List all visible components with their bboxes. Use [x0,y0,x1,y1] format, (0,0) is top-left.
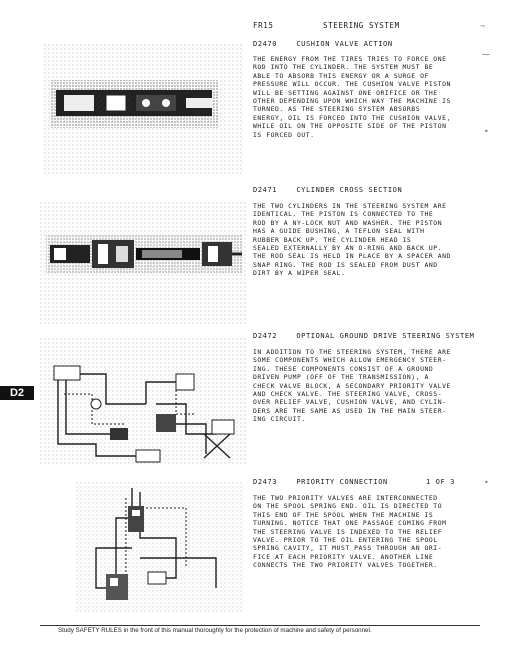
page-header-title: STEERING SYSTEM [323,21,400,30]
section-tab: D2 [0,386,34,400]
section-title-d2470: D2470 CUSHION VALVE ACTION [253,40,393,48]
section-title-d2472: D2472 OPTIONAL GROUND DRIVE STEERING SYSTEM [253,332,475,340]
cushion-valve-illustration [36,40,248,180]
footer-divider [40,625,480,626]
section-body-d2473: THE TWO PRIORITY VALVES ARE INTERCONNECTED ON THE SPOOL SPRING END. OIL IS DIRECTED TO THIS END OF THE SPOOL WHEN THE MACHINE IS TURNING. NOTICE THAT ONE PASSAGE COMING FROM THE STEERING VALVE IS INDEXED TO THE RELIEF VALVE. PRIOR TO THE OIL ENTERING THE SPOOL SPRING CAVITY, IT MUST PASS THROUGH AN ORI- FICE AT EACH PRIORITY VALVE. ANOTHER LINE CONNECTS THE TWO PRIORITY VALVES TOGETHER. [253,494,447,570]
section-body-d2472: IN ADDITION TO THE STEERING SYSTEM, THERE ARE SOME COMPONENTS WHICH ALLOW EMERGENCY STEER- ING. THESE COMPONENTS CONSIST OF A GROUND DRIVEN PUMP (OFF OF THE TRANSMISSION), A CHECK VALVE BLOCK, A SECONDARY PRIORITY VALVE AND CHECK VALVE. THE STEERING VALVE, CROSS- OVER RELIEF VALVE, CUSHION VALVE, AND CYLIN- DERS ARE THE SAME AS USED IN THE MAIN STEER- ING CIRCUIT. [253,348,451,424]
page-indicator: 1 OF 3 [426,478,455,486]
margin-mark: • [484,478,489,487]
margin-mark: • [484,127,489,136]
section-body-d2470: THE ENERGY FROM THE TIRES TRIES TO FORCE ONE ROD INTO THE CYLINDER. THE SYSTEM MUST BE ABLE TO ABSORB THIS ENERGY OR A SURGE OF PRESSURE WILL OCCUR. THE CUSHION VALVE PISTON WILL BE SETTING AGAINST ONE ORIFICE OR THE OTHER DEPENDING UPON WHICH WAY THE MACHINE IS TURNED. AS THE STEERING SYSTEM ABSORBS ENERGY, OIL IS FORCED INTO THE CUSHION VALVE, WHILE OIL ON THE OPPOSITE SIDE OF THE PISTON IS FORCED OUT. [253,55,451,139]
margin-mark: ¬ [480,22,485,31]
section-title-d2471: D2471 CYLINDER CROSS SECTION [253,186,403,194]
footer-safety-note: Study SAFETY RULES in the front of this manual thoroughly for the protection of machine and safety of personnel. [58,627,372,634]
priority-connection-schematic [36,478,248,614]
section-body-d2471: THE TWO CYLINDERS IN THE STEERING SYSTEM ARE IDENTICAL. THE PISTON IS CONNECTED TO THE ROD BY A NY-LOCK NUT AND WASHER. THE PISTON HAS A GUIDE BUSHING, A TEFLON SEAL WITH RUBBER BACK UP. THE CYLINDER HEAD IS SEALED EXTERNALLY BY AN O-RING AND BACK UP. THE ROD SEAL IS HELD IN PLACE BY A SPACER AND SNAP RING. THE ROD IS SEALED FROM DUST AND DIRT BY A WIPER SEAL. [253,202,451,278]
page-code: FR15 [253,21,274,30]
ground-drive-steering-schematic [36,334,248,466]
section-title-d2473: D2473 PRIORITY CONNECTION [253,478,388,486]
margin-mark: ⁓ [482,50,490,59]
cylinder-cross-section-illustration [36,190,248,330]
